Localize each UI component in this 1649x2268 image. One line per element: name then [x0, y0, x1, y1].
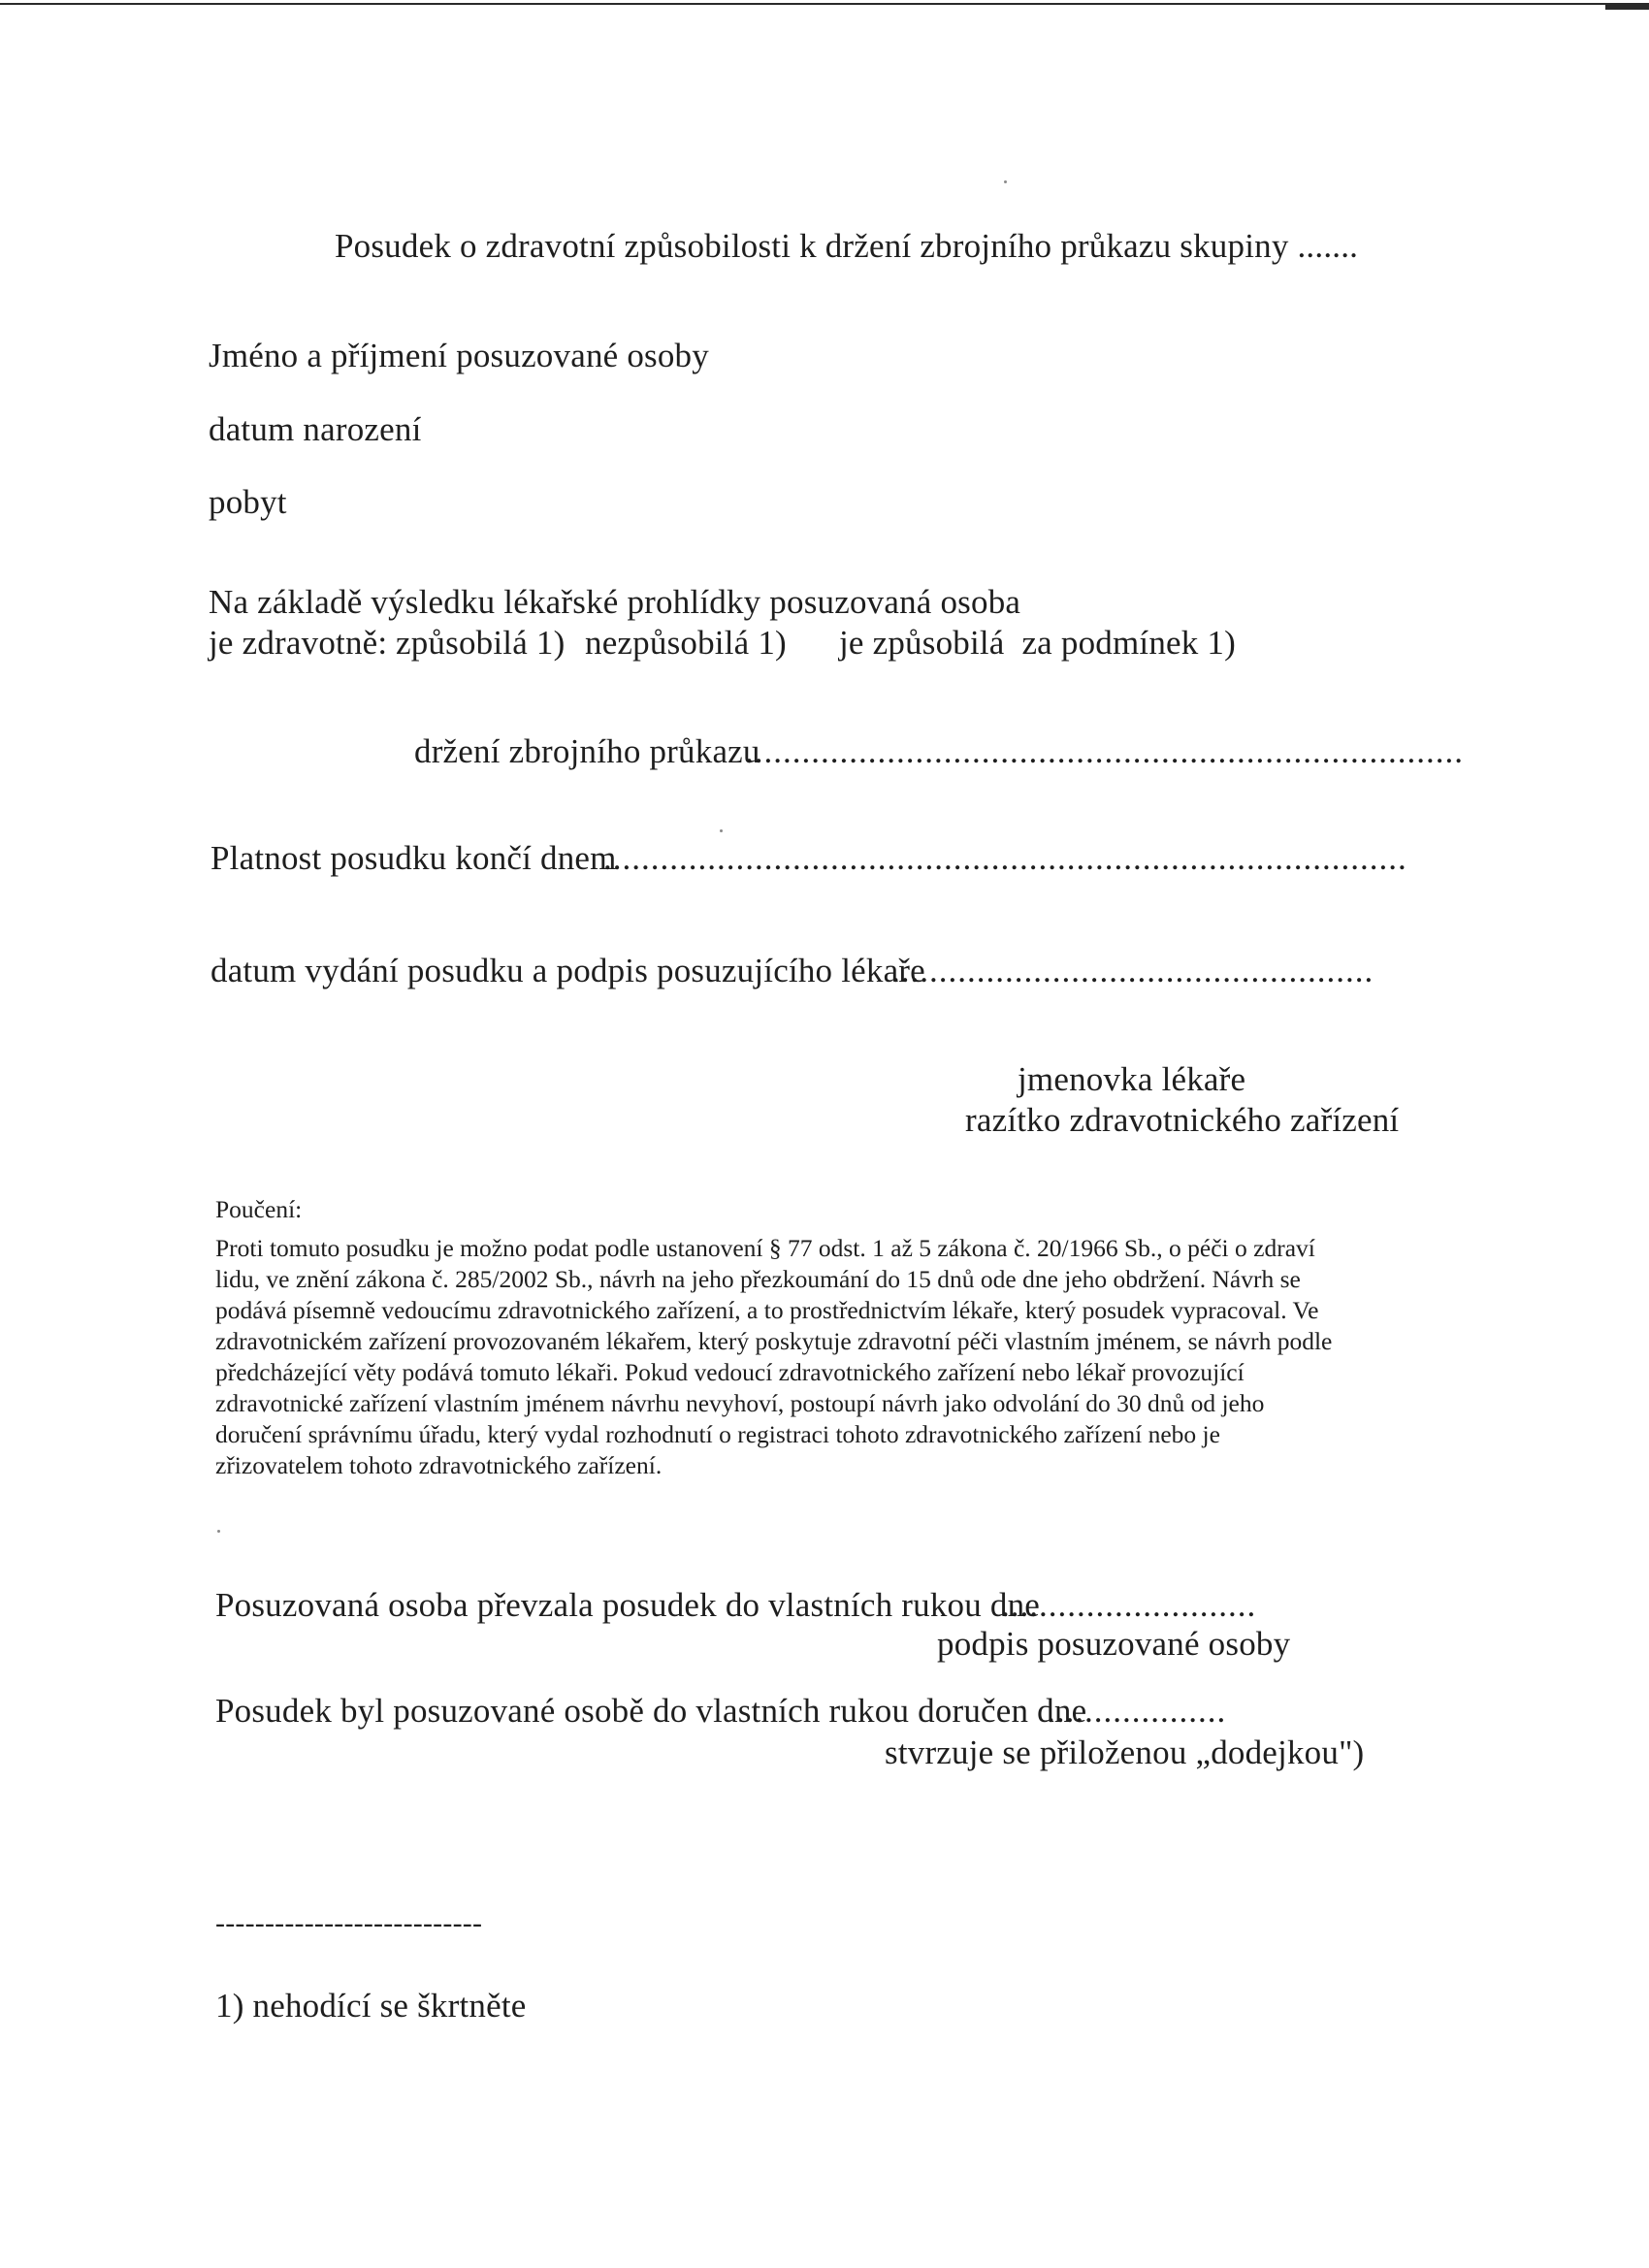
notice-line: zřizovatelem tohoto zdravotnického zařízení.: [215, 1451, 663, 1479]
notice-line: podává písemně vedoucímu zdravotnického zařízení, a to prostřednictvím lékaře, který posudek vypracoval. Ve: [215, 1296, 1319, 1324]
notice-line: předcházející věty podává tomuto lékaři. Pokud vedoucí zdravotnického zařízení nebo lékař provozující: [215, 1358, 1245, 1386]
issue-dots: ...................................................: [891, 952, 1374, 989]
assessment-intro: Na základě výsledku lékařské prohlídky posuzovaná osoba: [209, 583, 1021, 621]
field-name-label: Jméno a příjmení posuzované osoby: [209, 337, 709, 374]
footnote-text: 1) nehodící se škrtněte: [215, 1987, 527, 2025]
receipt-taken-label: Posuzovaná osoba převzala posudek do vlastních rukou dne: [215, 1586, 1041, 1624]
validity-label: Platnost posudku končí dnem: [210, 839, 617, 877]
holding-dots: ............................................................................: [745, 732, 1464, 770]
notice-line: zdravotnickém zařízení provozovaném lékařem, který poskytuje zdravotní péči vlastním jménem, se návrh podle: [215, 1327, 1333, 1355]
receipt-taken-signature: podpis posuzované osoby: [937, 1625, 1291, 1663]
form-title: Posudek o zdravotní způsobilosti k držení zbrojního průkazu skupiny .......: [335, 227, 1359, 265]
scan-speck: [217, 1530, 220, 1533]
doctor-name-tag: jmenovka lékaře: [1018, 1060, 1246, 1098]
notice-line: Proti tomuto posudku je možno podat podle ustanovení § 77 odst. 1 až 5 zákona č. 20/1966 Sb., o péči o zdraví: [215, 1234, 1315, 1262]
scan-speck: [720, 829, 723, 832]
receipt-delivered-dots: ...................: [1047, 1692, 1227, 1730]
notice-line: zdravotnické zařízení vlastním jménem návrhu nevyhoví, postoupí návrh jako odvolání do 30 dnů od jeho: [215, 1389, 1265, 1417]
notice-line: lidu, ve znění zákona č. 285/2002 Sb., návrh na jeho přezkoumání do 15 dnů ode dne jeho obdržení. Návrh se: [215, 1265, 1301, 1293]
assessment-prefix: je zdravotně:: [209, 624, 388, 662]
scan-speck: [1004, 180, 1007, 183]
facility-stamp: razítko zdravotnického zařízení: [965, 1101, 1400, 1139]
receipt-delivered-confirm: stvrzuje se přiloženou „dodejkou"): [885, 1733, 1365, 1771]
receipt-taken-dots: ...........................: [1001, 1586, 1257, 1624]
top-border-line: [0, 3, 1649, 5]
notice-line: doručení správnímu úřadu, který vydal rozhodnutí o registraci tohoto zdravotnického zařízení nebo je: [215, 1420, 1220, 1448]
receipt-delivered-label: Posudek byl posuzované osobě do vlastních rukou doručen dne: [215, 1692, 1087, 1730]
option-fit: způsobilá 1): [396, 624, 566, 662]
validity-dots: .....................................................................................: [603, 839, 1407, 877]
footnote-rule: ---------------------------: [215, 1907, 483, 1939]
field-residence-label: pobyt: [209, 483, 287, 521]
notice-heading: Poučení:: [215, 1195, 303, 1223]
issue-label: datum vydání posudku a podpis posuzujícího lékaře: [210, 952, 925, 989]
option-unfit: nezpůsobilá 1): [585, 624, 787, 662]
field-birth-date-label: datum narození: [209, 410, 422, 448]
option-conditional: je způsobilá za podmínek 1): [839, 624, 1236, 662]
top-border-mark: [1605, 5, 1649, 10]
holding-label: držení zbrojního průkazu: [414, 732, 760, 770]
